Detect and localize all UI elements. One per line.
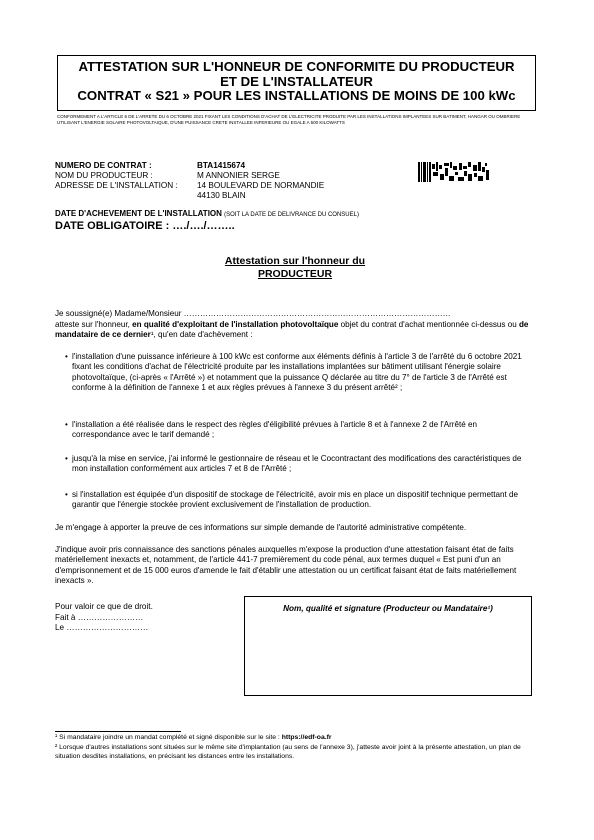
installation-address-row <box>55 181 324 191</box>
bullet-dot-icon: • <box>65 454 68 463</box>
closing-block <box>55 602 153 634</box>
bullet-text: l'installation d'une puissance inférieure à 100 kWc est conforme aux éléments définis à l'article 3 de l'arrêté du 6 octobre 2021 fixant les conditions d'achat de l'électricité produite par les installations implantées sur bâtiment utilisant l'énergie solaire photovoltaïque, (ci-après « l'Arrêté ») et notamment que la puissance Q déclarée au titre du 7° de l'article 3 de l'Arrêté est conforme à la définition de l'annexe 1 et aux règles prévues à l'annexe 3 du présent arrêté² ; <box>72 352 522 393</box>
title-line-1: ATTESTATION SUR L'HONNEUR DE CONFORMITE DU PRODUCTEUR <box>78 59 515 74</box>
title-line-2: ET DE L'INSTALLATEUR <box>220 73 373 89</box>
contract-number-label: NUMERO DE CONTRAT : <box>55 161 152 170</box>
bullet-text: jusqu'à la mise en service, j'ai informé le gestionnaire de réseau et le Cocontractant des modifications des caractéristiques de mon installation conformément aux articles 7 et 8 de l'Arrêté ; <box>72 454 522 474</box>
bullet-dot-icon: • <box>65 352 68 361</box>
edf-oa-link[interactable]: https://edf-oa.fr <box>281 734 332 741</box>
intro-bold-1: en qualité d'exploitant de l'installation photovoltaïque <box>132 320 339 329</box>
footnote-1 <box>55 733 535 742</box>
completion-date-title: DATE D'ACHEVEMENT DE L'INSTALLATION <box>55 209 222 218</box>
intro-text-1: atteste sur l'honneur, <box>55 320 133 329</box>
bullet-item-storage <box>65 490 527 511</box>
intro-paragraph <box>55 320 533 341</box>
bullet-item-notification <box>65 454 527 475</box>
attestation-heading-line-1: Attestation sur l'honneur du <box>224 255 366 267</box>
undersigned-line[interactable]: Je soussigné(e) Madame/Monsieur ……………………………………………………………………………………… <box>55 309 451 318</box>
footnote-2: ² Lorsque d'autres installations sont situées sur le même site d'implantation (au sens de l'annexe 3), j'atteste avoir joint à la présente attestation, un plan de situation desdites installations, en précisant les distances entre les installations. <box>55 744 521 761</box>
intro-text-2: objet du contrat d'achat mentionnée ci-dessus ou <box>338 320 519 329</box>
pour-valoir-text: Pour valoir ce que de droit. <box>55 602 153 611</box>
completion-date-label <box>55 209 359 218</box>
intro-text-3: ¹, qu'en date d'achèvement : <box>150 330 253 340</box>
mandatory-date-field[interactable]: DATE OBLIGATOIRE : …./…./…….. <box>55 220 235 232</box>
contract-number-row <box>55 161 245 171</box>
document-title-box <box>57 55 536 111</box>
bullet-item-eligibility <box>65 420 527 441</box>
producer-attestation-heading <box>150 255 440 280</box>
barcode-icon <box>418 162 490 182</box>
bullet-dot-icon: • <box>65 490 68 499</box>
intro-bold-2: de mandataire de ce dernier <box>55 320 529 340</box>
installation-address-row-2 <box>55 191 246 201</box>
date-le-field[interactable]: Le ………………………… <box>55 623 149 633</box>
producer-name-label: NOM DU PRODUCTEUR : <box>55 171 153 180</box>
bullet-text: l'installation a été réalisée dans le respect des règles d'éligibilité prévues à l'article 8 et à l'annexe 2 de l'Arrêté en correspondance avec le tarif demandé ; <box>72 420 478 440</box>
bullet-text: si l'installation est équipée d'un dispositif de stockage de l'électricité, avoir mis en place un dispositif technique permettant de garantir que l'énergie stockée provient exclusivement de l'installation de production. <box>72 490 518 510</box>
producer-name-value: M ANNONIER SERGE <box>197 171 280 180</box>
footnote-1-text: ¹ Si mandataire joindre un mandat complété et signé disponible sur le site : <box>55 734 282 741</box>
regulatory-subnote: CONFORMEMENT A L'ARTICLE 6 DE L'ARRETE DU 6 OCTOBRE 2021 FIXANT LES CONDITIONS D'ACHAT DE L'ELECTRICITE PRODUITE PAR LES INSTALLATIONS IMPLANTEES SUR BATIMENT, HANGAR OU OMBRIERE UTILISANT L'ENERGIE SOLAIRE PHOTOVOLTAIQUE, D'UNE PUISSANCE CRETE INSTALLEE INFERIEURE OU EGALE A 500 KILOWATTS <box>57 114 521 125</box>
footnote-divider <box>55 731 181 732</box>
bullet-dot-icon: • <box>65 420 68 429</box>
contract-number-value: BTA1415674 <box>197 161 246 170</box>
installation-address-value-2: 44130 BLAIN <box>197 191 246 200</box>
fait-a-field[interactable]: Fait à …………………… <box>55 612 144 622</box>
title-line-3: CONTRAT « S21 » POUR LES INSTALLATIONS DE MOINS DE 100 kWc <box>77 88 516 104</box>
bullet-item-compliance <box>65 352 527 394</box>
signature-box[interactable] <box>244 596 532 696</box>
completion-date-note: (SOIT LA DATE DE DELIVRANCE DU CONSUEL) <box>224 212 359 218</box>
attestation-heading-line-2: PRODUCTEUR <box>257 267 333 280</box>
installation-address-label: ADRESSE DE L'INSTALLATION : <box>55 181 178 190</box>
sanctions-paragraph: J'indique avoir pris connaissance des sanctions pénales auxquelles m'expose la production d'une attestation faisant état de faits matériellement inexacts et, notamment, de l'article 441-7 premièrement du code pénal, aux termes duquel « Est puni d'un an d'emprisonnement et de 15 000 euros d'amende le fait d'établir une attestation ou un certificat faisant état de faits matériellement inexacts ». <box>55 545 517 586</box>
installation-address-value-1: 14 BOULEVARD DE NORMANDIE <box>197 181 325 190</box>
signature-box-title: Nom, qualité et signature (Producteur ou Mandataire¹) <box>283 604 493 613</box>
producer-name-row <box>55 171 280 181</box>
commitment-paragraph: Je m'engage à apporter la preuve de ces informations sur simple demande de l'autorité administrative compétente. <box>55 523 467 532</box>
